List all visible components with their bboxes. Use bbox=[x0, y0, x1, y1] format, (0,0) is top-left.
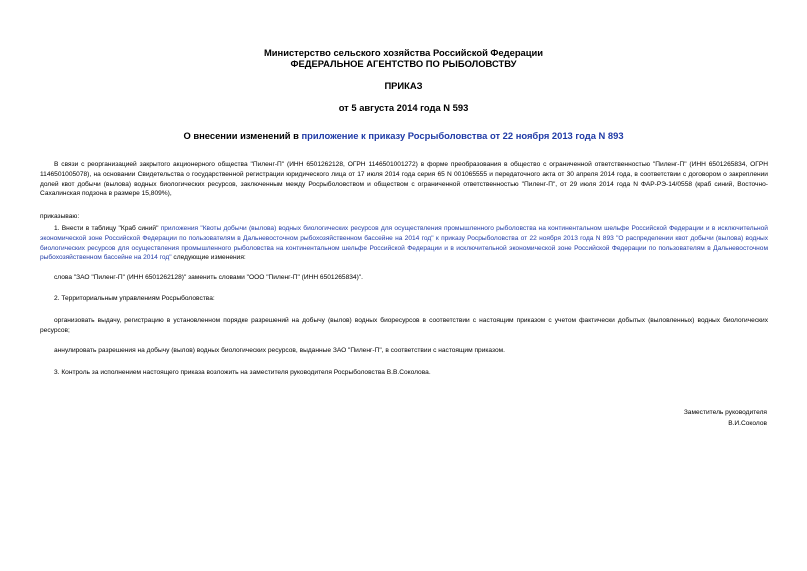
paragraph-annul: аннулировать разрешения на добычу (вылов) водных биологических ресурсов, выданные ЗАО "Пиленг-П", в соответствии с настоящим приказом. bbox=[54, 347, 505, 354]
item-1-prefix: 1. Внести в таблицу "Краб синий" bbox=[54, 225, 161, 232]
paragraph-item-1 bbox=[40, 224, 768, 263]
paragraph-organize: организовать выдачу, регистрацию в установленном порядке разрешений на добычу (вылов) водных биоресурсов в соответствии с настоящим приказом с учетом фактически добытых (выловленных) водных биологических ресурсов; bbox=[40, 317, 768, 334]
item-1-link[interactable]: приложения "Квоты добычи (вылова) водных биологических ресурсов для осуществления промышленного рыболовства на континентальном шельфе Российской Федерации и в исключительной экономической зоне Российской Федерации по пользователям в Дальневосточном рыбохозяйственном бассейне на 2014 год" к приказу Росрыболовства от 22 ноября 2013 года N 893 "О распределении квот добычи (вылова) водных биологических ресурсов для осуществления промышленного рыболовства на континентальном шельфе Российской Федерации и в исключительной экономической зоне Российской Федерации по пользователям в Дальневосточном рыбохозяйственном бассейне на 2014 год" bbox=[40, 225, 768, 262]
subject-link[interactable]: приложение к приказу Росрыболовства от 22 ноября 2013 года N 893 bbox=[301, 130, 624, 141]
item-1-suffix: следующие изменения: bbox=[171, 254, 246, 262]
paragraph-preamble: В связи с реорганизацией закрытого акционерного общества "Пиленг-П" (ИНН 6501262128, ОГРН 1146501001272) в форме преобразования в общество с ограниченной ответственностью "Пиленг-П" (ИНН 6501265834, ОГРН 1146501005078), на основании Свидетельства о государственной регистрации юридического лица от 17 июля 2014 года серия 65 N 001065555 и передаточного акта от 30 апреля 2014 года, в соответствии с договором о закреплении долей квот добычи (вылова) водных биологических ресурсов, заключенным между Росрыболовством и обществом с ограниченной ответственностью "Пиленг-П", от 29 июля 2014 года N ФАР-РЭ-14/0558 (краб синий, Восточно-Сахалинская подзона в размере 15,809%), bbox=[40, 161, 768, 198]
paragraph-order: приказываю: bbox=[40, 213, 80, 220]
document-subject bbox=[0, 130, 807, 141]
paragraph-item-2: 2. Территориальным управлениям Росрыболовства: bbox=[54, 295, 215, 302]
paragraph-replacement: слова "ЗАО "Пиленг-П" (ИНН 6501262128)" заменить словами "ООО "Пиленг-П" (ИНН 6501265834)". bbox=[54, 274, 363, 281]
agency-name: ФЕДЕРАЛЬНОЕ АГЕНТСТВО ПО РЫБОЛОВСТВУ bbox=[290, 58, 517, 69]
subject-prefix: О внесении изменений в bbox=[183, 130, 302, 141]
paragraph-item-3: 3. Контроль за исполнением настоящего приказа возложить на заместителя руководителя Росрыболовства В.В.Соколова. bbox=[54, 369, 431, 376]
signature-position: Заместитель руководителя bbox=[683, 409, 767, 416]
signature-name: В.И.Соколов bbox=[728, 420, 767, 427]
ministry-name: Министерство сельского хозяйства Российской Федерации bbox=[263, 47, 544, 58]
document-type: ПРИКАЗ bbox=[384, 80, 423, 91]
document-date-number: от 5 августа 2014 года N 593 bbox=[338, 102, 469, 113]
